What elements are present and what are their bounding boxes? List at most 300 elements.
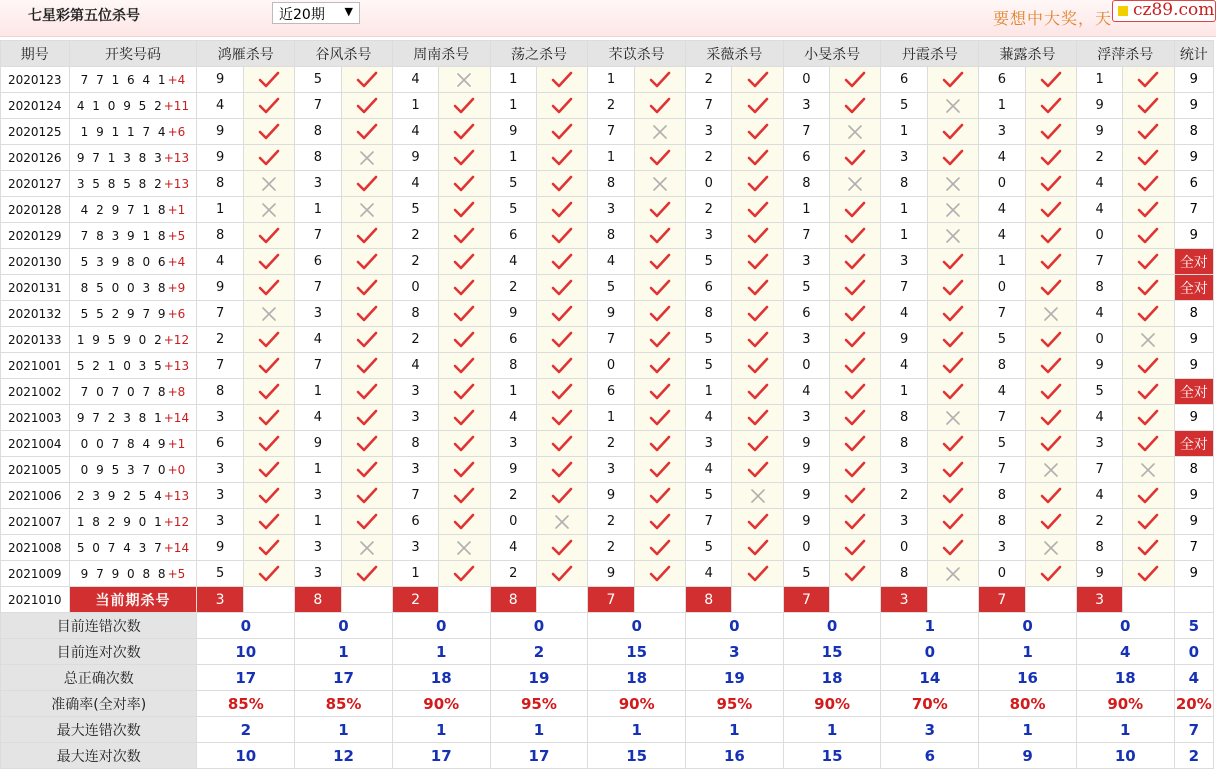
kill-number-cell: 0	[979, 171, 1025, 197]
check-icon	[356, 72, 378, 87]
period-cell: 2020127	[1, 171, 70, 197]
kill-number-cell: 1	[881, 197, 927, 223]
summary-value: 15	[588, 743, 686, 769]
kill-number-cell: 7	[295, 223, 341, 249]
result-cell	[634, 457, 685, 483]
draw-digits: 8 5 0 0 3 8	[80, 280, 168, 295]
kill-number-cell: 8	[881, 561, 927, 587]
summary-value: 9	[979, 743, 1077, 769]
check-icon	[942, 150, 964, 165]
check-icon	[1040, 202, 1062, 217]
summary-value: 1	[881, 613, 979, 639]
kill-number-cell: 8	[1076, 535, 1122, 561]
site-logo[interactable]	[1112, 0, 1216, 22]
kill-number-cell: 4	[1076, 301, 1122, 327]
kill-number-cell: 2	[392, 249, 438, 275]
result-cell	[634, 145, 685, 171]
draw-number-cell	[69, 171, 197, 197]
kill-number-cell: 3	[197, 457, 243, 483]
result-cell	[927, 431, 978, 457]
stat-cell: 9	[1174, 67, 1213, 93]
summary-row	[1, 639, 1214, 665]
check-icon	[844, 566, 866, 581]
check-icon	[942, 332, 964, 347]
summary-value: 3	[881, 717, 979, 743]
table-row	[1, 379, 1214, 405]
cross-icon	[1140, 332, 1156, 347]
result-cell	[634, 535, 685, 561]
check-icon	[942, 280, 964, 295]
check-icon	[942, 540, 964, 555]
summary-value: 17	[490, 743, 588, 769]
current-kill-number: 3	[1076, 587, 1122, 613]
summary-value: 85%	[197, 691, 295, 717]
result-cell	[1025, 379, 1076, 405]
period-cell: 2020131	[1, 275, 70, 301]
check-icon	[844, 488, 866, 503]
stat-cell: 6	[1174, 171, 1213, 197]
kill-number-cell: 1	[295, 457, 341, 483]
check-icon	[1137, 436, 1159, 451]
check-icon	[1137, 176, 1159, 191]
result-cell	[634, 93, 685, 119]
kill-number-cell: 9	[783, 509, 829, 535]
kill-number-cell: 7	[588, 119, 634, 145]
summary-value: 85%	[295, 691, 393, 717]
draw-digits: 9 7 1 3 8 3	[76, 150, 164, 165]
result-cell	[830, 561, 881, 587]
cross-icon	[359, 540, 375, 555]
stat-cell: 9	[1174, 483, 1213, 509]
result-cell	[634, 223, 685, 249]
expert-header: 蒹露杀号	[979, 41, 1077, 67]
result-cell	[1025, 145, 1076, 171]
result-cell	[536, 145, 587, 171]
result-cell	[439, 561, 490, 587]
check-icon	[551, 462, 573, 477]
kill-number-cell: 7	[392, 483, 438, 509]
check-icon	[258, 98, 280, 113]
result-cell	[634, 301, 685, 327]
check-icon	[453, 384, 475, 399]
result-cell	[732, 67, 783, 93]
result-cell	[536, 431, 587, 457]
kill-number-cell: 4	[490, 535, 536, 561]
check-icon	[1040, 514, 1062, 529]
check-icon	[649, 462, 671, 477]
empty-cell	[830, 587, 881, 613]
kill-number-cell: 1	[490, 145, 536, 171]
check-icon	[649, 280, 671, 295]
result-cell	[732, 145, 783, 171]
stat-cell: 9	[1174, 353, 1213, 379]
draw-plus: +4	[167, 72, 186, 87]
check-icon	[1040, 228, 1062, 243]
check-icon	[551, 384, 573, 399]
kill-number-cell: 4	[686, 405, 732, 431]
draw-number-cell	[69, 249, 197, 275]
period-cell: 2021004	[1, 431, 70, 457]
empty-cell	[634, 587, 685, 613]
summary-row	[1, 717, 1214, 743]
summary-value: 15	[588, 639, 686, 665]
kill-number-cell: 5	[783, 561, 829, 587]
kill-number-cell: 7	[686, 93, 732, 119]
table-row	[1, 327, 1214, 353]
kill-number-cell: 5	[588, 275, 634, 301]
check-icon	[844, 72, 866, 87]
result-cell	[830, 275, 881, 301]
result-cell	[341, 353, 392, 379]
check-icon	[356, 436, 378, 451]
summary-value: 1	[783, 717, 881, 743]
summary-value: 18	[783, 665, 881, 691]
table-row	[1, 301, 1214, 327]
draw-digits: 7 8 3 9 1 8	[80, 228, 168, 243]
kill-number-cell: 3	[979, 535, 1025, 561]
check-icon	[747, 384, 769, 399]
draw-plus: +6	[167, 306, 186, 321]
result-cell	[830, 509, 881, 535]
draw-number-cell	[69, 145, 197, 171]
kill-number-cell: 3	[686, 119, 732, 145]
draw-digits: 5 2 1 0 3 5	[76, 358, 164, 373]
result-cell	[732, 405, 783, 431]
summary-value: 0	[686, 613, 784, 639]
kill-number-cell: 7	[783, 119, 829, 145]
check-icon	[356, 488, 378, 503]
result-cell	[536, 353, 587, 379]
empty-cell	[536, 587, 587, 613]
check-icon	[551, 280, 573, 295]
result-cell	[1123, 119, 1174, 145]
period-cell: 2021005	[1, 457, 70, 483]
draw-plus: +14	[163, 410, 190, 425]
kill-number-cell: 7	[588, 327, 634, 353]
summary-value: 3	[686, 639, 784, 665]
dropdown-arrow-icon: ▼	[344, 5, 353, 18]
result-cell	[243, 197, 294, 223]
result-cell	[341, 93, 392, 119]
result-cell	[732, 561, 783, 587]
result-cell	[439, 327, 490, 353]
cross-icon	[1043, 306, 1059, 321]
summary-value: 90%	[783, 691, 881, 717]
empty-cell	[732, 587, 783, 613]
period-select-value: 近20期	[279, 7, 325, 23]
check-icon	[747, 566, 769, 581]
check-icon	[1137, 124, 1159, 139]
expert-header: 小旻杀号	[783, 41, 881, 67]
check-icon	[1137, 202, 1159, 217]
draw-digits: 1 9 5 9 0 2	[76, 332, 164, 347]
kill-number-cell: 8	[881, 405, 927, 431]
result-cell	[927, 509, 978, 535]
check-icon	[356, 514, 378, 529]
kill-number-cell: 4	[686, 457, 732, 483]
stat-cell: 全对	[1174, 249, 1213, 275]
result-cell	[1123, 93, 1174, 119]
check-icon	[747, 280, 769, 295]
kill-number-cell: 2	[197, 327, 243, 353]
summary-label: 总正确次数	[1, 665, 197, 691]
kill-number-cell: 3	[979, 119, 1025, 145]
kill-number-cell: 3	[295, 171, 341, 197]
check-icon	[1137, 280, 1159, 295]
result-cell	[732, 457, 783, 483]
table-row	[1, 249, 1214, 275]
period-cell: 2021009	[1, 561, 70, 587]
kill-number-cell: 2	[1076, 509, 1122, 535]
result-cell	[1025, 535, 1076, 561]
result-cell	[1123, 379, 1174, 405]
summary-value: 12	[295, 743, 393, 769]
kill-number-cell: 9	[1076, 353, 1122, 379]
kill-number-cell: 4	[1076, 483, 1122, 509]
check-icon	[649, 566, 671, 581]
period-cell: 2020129	[1, 223, 70, 249]
check-icon	[551, 358, 573, 373]
table-header	[1, 41, 1214, 67]
result-cell	[439, 171, 490, 197]
result-cell	[341, 223, 392, 249]
result-cell	[439, 509, 490, 535]
check-icon	[1137, 254, 1159, 269]
kill-number-cell: 8	[881, 431, 927, 457]
kill-number-cell: 3	[783, 327, 829, 353]
kill-number-cell: 6	[490, 223, 536, 249]
kill-number-cell: 5	[686, 535, 732, 561]
result-cell	[1025, 67, 1076, 93]
kill-number-cell: 6	[392, 509, 438, 535]
result-cell	[536, 171, 587, 197]
kill-number-cell: 4	[490, 249, 536, 275]
result-cell	[243, 275, 294, 301]
kill-number-cell: 9	[490, 301, 536, 327]
stat-cell: 9	[1174, 145, 1213, 171]
check-icon	[942, 72, 964, 87]
check-icon	[356, 280, 378, 295]
check-icon	[258, 72, 280, 87]
period-cell: 2020128	[1, 197, 70, 223]
summary-value: 17	[392, 743, 490, 769]
kill-number-cell: 0	[588, 353, 634, 379]
kill-number-cell: 4	[979, 145, 1025, 171]
expert-header: 芣苡杀号	[588, 41, 686, 67]
empty-cell	[1174, 587, 1213, 613]
kill-number-cell: 8	[979, 353, 1025, 379]
kill-number-cell: 9	[588, 561, 634, 587]
result-cell	[536, 327, 587, 353]
summary-label: 最大连对次数	[1, 743, 197, 769]
result-cell	[927, 171, 978, 197]
logo-text: cz89.com	[1133, 0, 1215, 20]
draw-digits: 4 1 0 9 5 2	[76, 98, 164, 113]
draw-digits: 9 7 2 3 8 1	[76, 410, 164, 425]
check-icon	[649, 72, 671, 87]
kill-number-cell: 8	[783, 171, 829, 197]
kill-number-cell: 4	[197, 93, 243, 119]
check-icon	[1040, 124, 1062, 139]
result-cell	[1025, 249, 1076, 275]
kill-number-cell: 7	[295, 93, 341, 119]
summary-value: 80%	[979, 691, 1077, 717]
current-kill-label: 当前期杀号	[69, 587, 197, 613]
kill-number-cell: 5	[490, 197, 536, 223]
expert-header: 谷风杀号	[295, 41, 393, 67]
check-icon	[747, 436, 769, 451]
draw-digits: 5 0 7 4 3 7	[76, 540, 164, 555]
stat-cell: 全对	[1174, 379, 1213, 405]
result-cell	[243, 353, 294, 379]
check-icon	[1137, 150, 1159, 165]
result-cell	[243, 405, 294, 431]
kill-number-cell: 9	[588, 483, 634, 509]
result-cell	[1123, 67, 1174, 93]
check-icon	[649, 410, 671, 425]
result-cell	[243, 171, 294, 197]
result-cell	[536, 93, 587, 119]
check-icon	[453, 462, 475, 477]
draw-number-cell	[69, 431, 197, 457]
draw-plus: +13	[163, 358, 190, 373]
table-row	[1, 483, 1214, 509]
draw-number-cell	[69, 509, 197, 535]
result-cell	[439, 457, 490, 483]
kill-number-cell: 7	[881, 275, 927, 301]
result-cell	[1123, 535, 1174, 561]
empty-cell	[243, 587, 294, 613]
draw-plus: +5	[167, 566, 186, 581]
period-select[interactable]	[272, 2, 360, 24]
draw-plus: +9	[167, 280, 186, 295]
period-cell: 2020126	[1, 145, 70, 171]
summary-value: 1	[392, 717, 490, 743]
summary-value: 15	[783, 743, 881, 769]
check-icon	[1137, 514, 1159, 529]
kill-number-cell: 1	[881, 379, 927, 405]
result-cell	[536, 457, 587, 483]
kill-number-cell: 3	[295, 561, 341, 587]
check-icon	[649, 358, 671, 373]
kill-number-cell: 5	[686, 483, 732, 509]
check-icon	[258, 514, 280, 529]
result-cell	[1025, 431, 1076, 457]
check-icon	[551, 124, 573, 139]
check-icon	[453, 254, 475, 269]
check-icon	[844, 332, 866, 347]
expert-header: 周南杀号	[392, 41, 490, 67]
result-cell	[243, 145, 294, 171]
empty-cell	[341, 587, 392, 613]
draw-plus: +5	[167, 228, 186, 243]
summary-value: 2	[490, 639, 588, 665]
check-icon	[453, 358, 475, 373]
kill-number-cell: 5	[979, 327, 1025, 353]
result-cell	[1123, 145, 1174, 171]
stat-cell: 8	[1174, 119, 1213, 145]
result-cell	[830, 457, 881, 483]
check-icon	[453, 176, 475, 191]
result-cell	[439, 405, 490, 431]
draw-number-cell	[69, 93, 197, 119]
table-row	[1, 93, 1214, 119]
summary-value: 90%	[588, 691, 686, 717]
check-icon	[649, 540, 671, 555]
check-icon	[747, 462, 769, 477]
result-cell	[341, 119, 392, 145]
result-cell	[536, 405, 587, 431]
period-cell: 2021001	[1, 353, 70, 379]
check-icon	[356, 228, 378, 243]
kill-number-cell: 1	[490, 379, 536, 405]
cross-icon	[847, 176, 863, 191]
result-cell	[1123, 171, 1174, 197]
draw-digits: 7 7 1 6 4 1	[80, 72, 168, 87]
check-icon	[747, 332, 769, 347]
cross-icon	[652, 124, 668, 139]
check-icon	[1137, 488, 1159, 503]
cross-icon	[945, 98, 961, 113]
result-cell	[927, 197, 978, 223]
stat-cell: 8	[1174, 457, 1213, 483]
result-cell	[243, 379, 294, 405]
kill-number-cell: 4	[1076, 171, 1122, 197]
result-cell	[243, 509, 294, 535]
draw-digits: 1 9 1 1 7 4	[80, 124, 168, 139]
table-row	[1, 405, 1214, 431]
result-cell	[732, 119, 783, 145]
check-icon	[453, 566, 475, 581]
result-cell	[634, 197, 685, 223]
check-icon	[1040, 488, 1062, 503]
check-icon	[747, 228, 769, 243]
kill-number-cell: 6	[783, 301, 829, 327]
table-row	[1, 275, 1214, 301]
kill-number-cell: 8	[979, 483, 1025, 509]
period-cell: 2020132	[1, 301, 70, 327]
period-cell: 2020130	[1, 249, 70, 275]
result-cell	[1025, 327, 1076, 353]
check-icon	[258, 566, 280, 581]
result-cell	[732, 327, 783, 353]
summary-row	[1, 613, 1214, 639]
empty-cell	[927, 587, 978, 613]
kill-number-cell: 6	[783, 145, 829, 171]
stat-cell: 9	[1174, 405, 1213, 431]
kill-number-cell: 6	[490, 327, 536, 353]
result-cell	[1025, 171, 1076, 197]
result-cell	[439, 67, 490, 93]
kill-number-cell: 1	[392, 93, 438, 119]
kill-number-cell: 2	[686, 145, 732, 171]
result-cell	[927, 379, 978, 405]
check-icon	[551, 410, 573, 425]
check-icon	[844, 306, 866, 321]
check-icon	[1040, 436, 1062, 451]
cross-icon	[261, 306, 277, 321]
check-icon	[1137, 384, 1159, 399]
result-cell	[927, 353, 978, 379]
result-cell	[536, 301, 587, 327]
result-cell	[439, 431, 490, 457]
check-icon	[1040, 332, 1062, 347]
summary-value: 90%	[1076, 691, 1174, 717]
check-icon	[649, 98, 671, 113]
kill-number-cell: 8	[686, 301, 732, 327]
kill-number-cell: 9	[783, 431, 829, 457]
result-cell	[439, 249, 490, 275]
